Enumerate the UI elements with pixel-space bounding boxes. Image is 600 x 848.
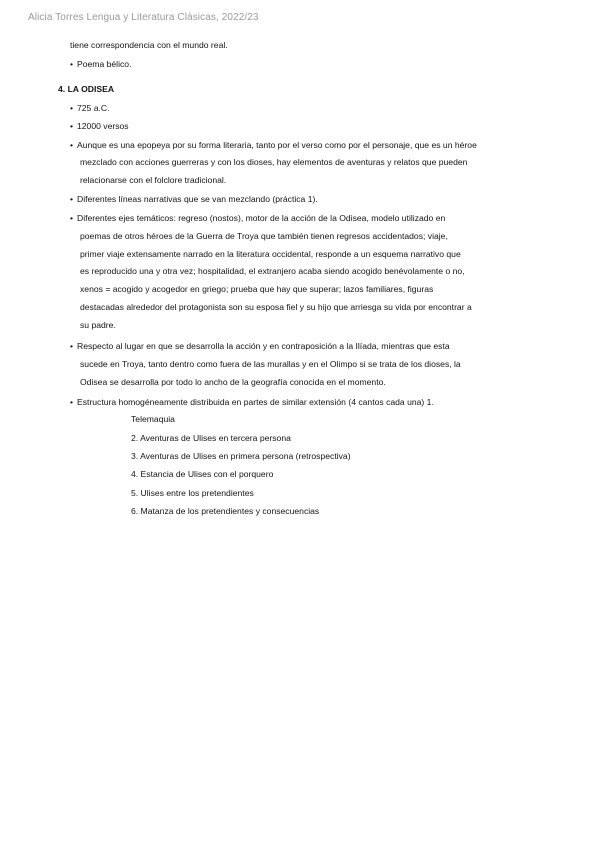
list-item xyxy=(70,397,434,408)
list-item xyxy=(70,59,131,70)
text-line: sucede en Troya, tanto dentro como fuera de las murallas y en el Olimpo si se trata de los dioses, la xyxy=(80,359,461,369)
text-line: su padre. xyxy=(80,320,116,330)
list-item-text: Diferentes ejes temáticos: regreso (nostos), motor de la acción de la Odisea, modelo utilizado en xyxy=(77,213,446,223)
numbered-item: 6. Matanza de los pretendientes y consecuencias xyxy=(131,506,320,516)
numbered-item: 3. Aventuras de Ulises en primera persona (retrospectiva) xyxy=(131,451,351,461)
text-line: relacionarse con el folclore tradicional. xyxy=(80,175,227,185)
list-item-text: Poema bélico. xyxy=(77,59,132,69)
text-line: primer viaje extensamente narrado en la literatura occidental, responde a un esquema narrativo que xyxy=(80,249,461,259)
text-line: mezclado con acciones guerreras y con los dioses, hay elementos de aventuras y relatos que pueden xyxy=(80,157,468,167)
list-item-text: 12000 versos xyxy=(77,121,129,131)
list-item xyxy=(70,121,129,132)
text-line: Odisea se desarrolla por todo lo ancho de la geografía conocida en el momento. xyxy=(80,377,386,387)
list-item-text: 725 a.C. xyxy=(77,103,110,113)
text-line: poemas de otros héroes de la Guerra de Troya que también tienen regresos accidentados; viaje, xyxy=(80,231,448,241)
text-line: tiene correspondencia con el mundo real. xyxy=(70,40,228,50)
numbered-item: 5. Ulises entre los pretendientes xyxy=(131,488,254,498)
section-title: LA ODISEA xyxy=(67,84,115,94)
list-item-text: Aunque es una epopeya por su forma literaria, tanto por el verso como por el personaje, que es un héroe xyxy=(77,140,477,150)
numbered-item: Telemaquia xyxy=(131,414,175,424)
list-item-text: Diferentes líneas narrativas que se van mezclando (práctica 1). xyxy=(77,194,318,204)
list-item xyxy=(70,194,318,205)
list-item xyxy=(70,103,110,114)
list-item-text: Respecto al lugar en que se desarrolla la acción y en contraposición a la Ilíada, mientras que esta xyxy=(77,341,450,351)
list-item-text: Estructura homogéneamente distribuida en partes de similar extensión (4 cantos cada una) 1. xyxy=(77,397,434,407)
numbered-item: 4. Estancia de Ulises con el porquero xyxy=(131,469,274,479)
list-item xyxy=(70,341,450,352)
section-number: 4. xyxy=(58,84,66,94)
page-header: Alicia Torres Lengua y Literatura Clásicas, 2022/23 xyxy=(28,12,259,23)
list-item xyxy=(70,140,477,151)
list-item xyxy=(70,213,445,224)
numbered-item: 2. Aventuras de Ulises en tercera persona xyxy=(131,433,291,443)
section-heading xyxy=(58,84,114,95)
text-line: es reproducido una y otra vez; hospitalidad, el extranjero acaba siendo acogido benévolamente o no, xyxy=(80,266,465,276)
text-line: xenos = acogido y acogedor en griego; prueba que hay que superar; lazos familiares, figuras xyxy=(80,284,434,294)
text-line: destacadas alrededor del protagonista son su esposa fiel y su hijo que arriesga su vida por encontrar a xyxy=(80,302,472,312)
